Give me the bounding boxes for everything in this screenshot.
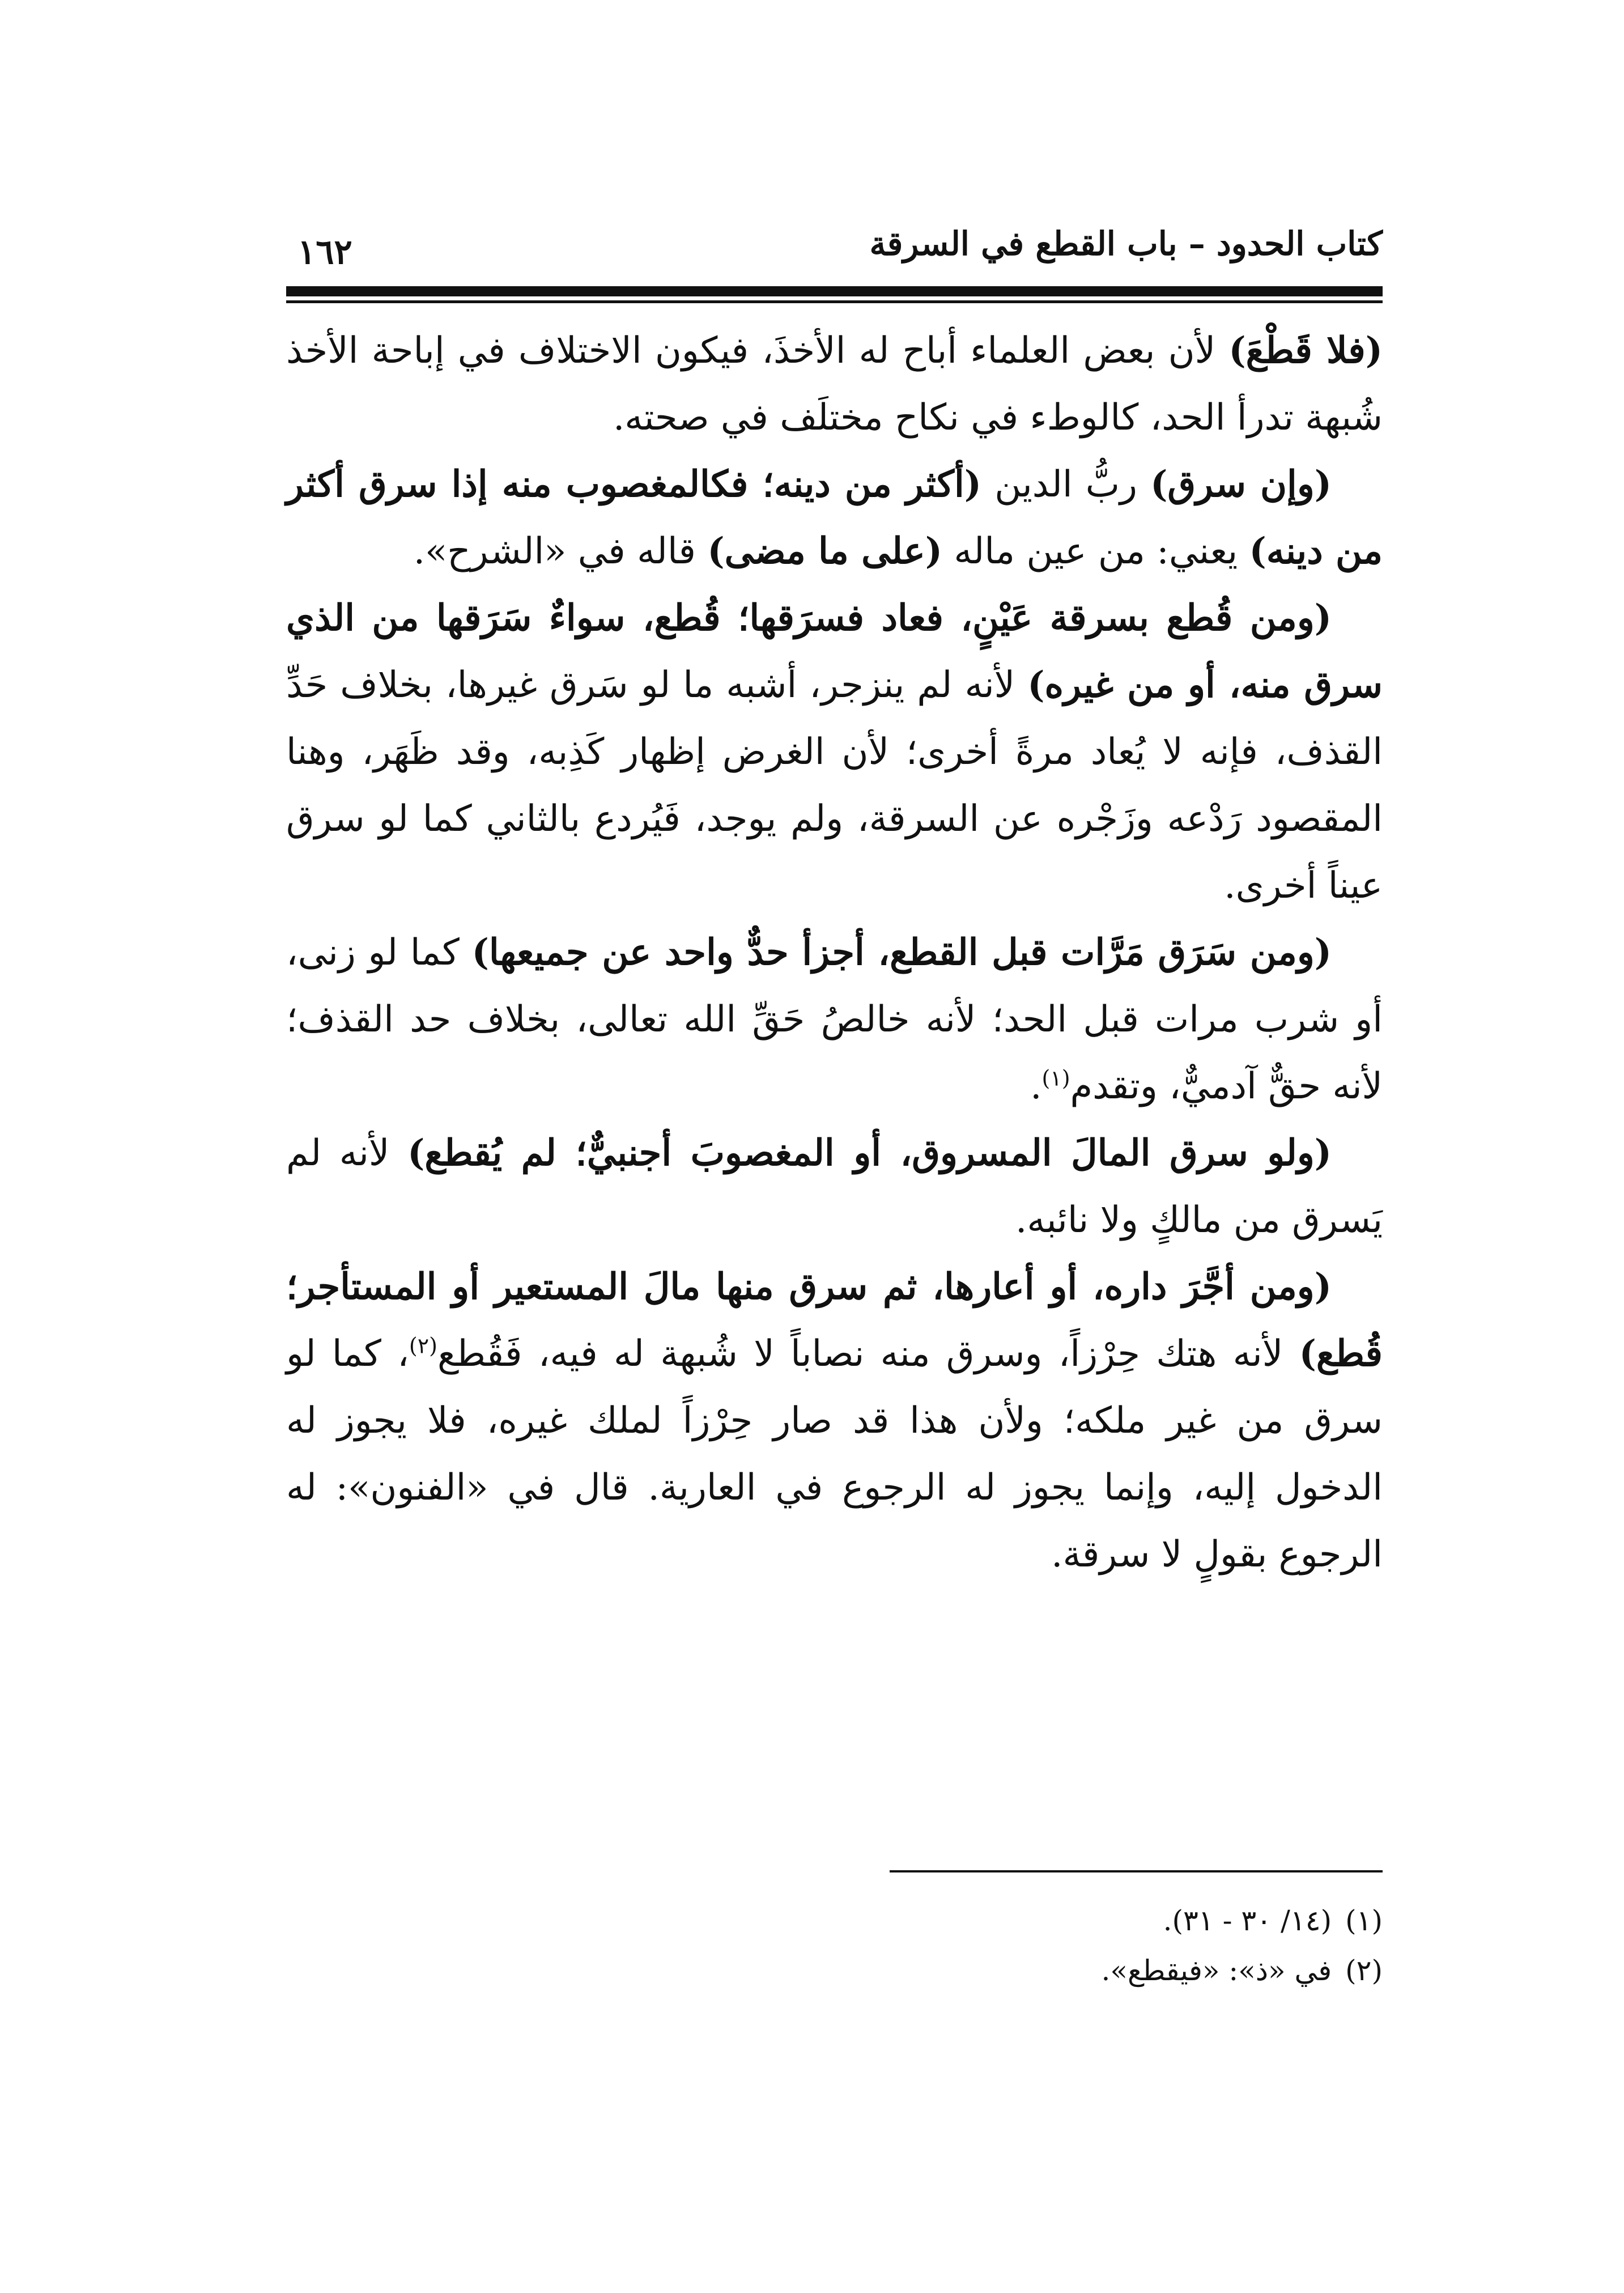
matn-text: (ولو سرق المالَ المسروق، أو المغصوبَ أجنبيٌّ؛ لم يُقطع) [407,1132,1332,1174]
commentary-text: لأنه لم ينزجر، أشبه ما لو سَرق غيرها، بخلاف حَدِّ القذف، فإنه لا يُعاد مرةً أخرى؛ لأن الغرض إظهار كَذِبه، وقد ظَهَر، وهنا المقصود رَدْعه وزَجْره عن السرقة، ولم يوجد، فَيُردع بالثاني كما لو سرق عيناً أخرى. [286,664,1383,907]
footnote-number: (٢) [1345,1954,1383,1987]
footnote-reference[interactable]: (٢) [409,1333,437,1358]
commentary-text: ، كما لو سرق من غير ملكه؛ ولأن هذا قد صار حِرْزاً لملك غيره، فلا يجوز له الدخول إليه، وإنما يجوز له الرجوع في العارية. قال في «الفنون»: له الرجوع بقولٍ لا سرقة. [286,1333,1383,1576]
footnote-reference[interactable]: (١) [1041,1065,1070,1091]
footnote-text: في «ذ»: «فيقطع». [1101,1954,1332,1987]
page-number: ١٦٢ [297,232,352,272]
matn-text: (فلا قَطْعَ) [1228,329,1383,372]
running-title: كتاب الحدود – باب القطع في السرقة [869,224,1383,263]
commentary-text: لأنه لم يَسرق من مالكٍ ولا نائبه. [286,1132,1383,1241]
commentary-text: ربُّ الدين [981,464,1151,506]
commentary-text: لأن بعض العلماء أباح له الأخذَ، فيكون الاختلاف في إباحة الأخذ شُبهة تدرأ الحد، كالوطء في نكاح مختلَف في صحته. [286,330,1383,439]
footnote-separator [890,1870,1383,1872]
footnote [286,1946,1383,1995]
matn-text: (على ما مضى) [707,530,943,572]
paragraph [286,585,1383,919]
footnote-number: (١) [1345,1904,1383,1937]
footnote [286,1896,1383,1946]
matn-text: (وإن سرق) [1150,463,1332,506]
footnotes [286,1896,1383,1995]
commentary-text: لأنه هتك حِرْزاً، وسرق منه نصاباً لا شُبهة له فيه، فَقُطع [437,1333,1299,1375]
matn-text: (ومن قُطع بسرقة عَيْنٍ، فعاد فسرَقها؛ قُطع، سواءٌ سَرَقها من الذي سرق منه، أو من غيره) [286,597,1383,706]
matn-text: (ومن أجَّرَ داره، أو أعارها، ثم سرق منها مالَ المستعير أو المستأجر؛ قُطع) [286,1266,1383,1375]
paragraph [286,1254,1383,1588]
commentary-text: قاله في «الشرح». [413,530,708,572]
commentary-text: يعني: من عين ماله [942,530,1249,572]
main-text [286,317,1383,1588]
matn-text: (أكثر من دينه؛ فكالمغصوب منه إذا سرق أكثر من دينه) [286,463,1383,572]
paragraph [286,1120,1383,1254]
commentary-text: . [1030,1065,1042,1107]
paragraph [286,317,1383,451]
paragraph [286,919,1383,1120]
header-rule-thick [286,286,1383,296]
header-rule-thin [286,300,1383,303]
paragraph [286,451,1383,585]
page-header [286,221,1383,272]
matn-text: (ومن سَرَق مَرَّات قبل القطع، أجزأ حدٌّ واحد عن جميعها) [471,931,1332,974]
footnote-text: (١٤/ ٣٠ - ٣١). [1163,1904,1332,1937]
commentary-text: كما لو زنى، أو شرب مرات قبل الحد؛ لأنه خالصُ حَقِّ الله تعالى، بخلاف حد القذف؛ لأنه حقٌّ آدميٌّ، وتقدم [286,932,1383,1107]
